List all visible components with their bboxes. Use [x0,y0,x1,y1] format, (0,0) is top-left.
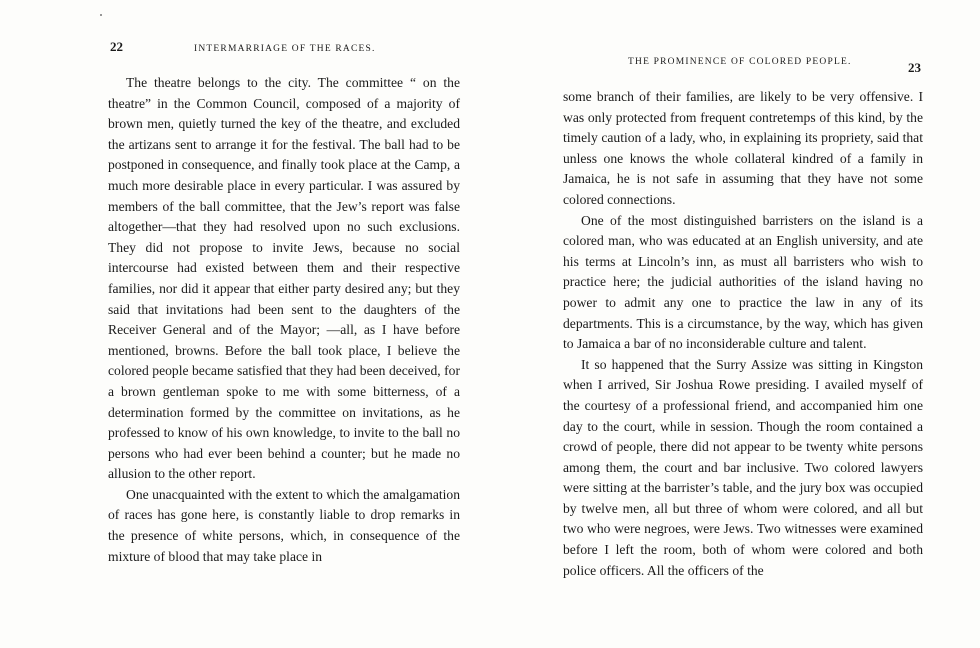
paragraph: It so happened that the Surry Assize was sitting in Kingston when I arrived, Sir Joshua Rowe presiding. I availed myself of the courtesy of a professional friend, and accompanied him one day to the court, while in session. Though the room contained a crowd of people, there did not appear to be twenty white persons among them, the court and bar inclusive. Two colored lawyers were sitting at the barrister’s table, and the jury box was occupied by twelve men, all but three of whom were colored, and all but two who were negroes, were Jews. Two witnesses were examined before I left the room, both of whom were colored and both police officers. All the officers of the [563,356,923,578]
page-number: 22 [110,39,123,54]
page-number: 23 [908,60,921,75]
paragraph: One of the most distinguished barristers on the island is a colored man, who was educated at an English university, and ate his terms at Lincoln’s inn, as must all barristers who wish to practice here; the judicial authorities of the island having no power to admit any one to practice the law in any of its departments. This is a circumstance, by the way, which has given to Jamaica a bar of no inconsiderable culture and talent. [563,212,923,352]
page-text [563,87,923,581]
running-head: THE PROMINENCE OF COLORED PEOPLE. [628,57,852,67]
paragraph: some branch of their families, are likely to be very offensive. I was only protected from frequent contretemps of this kind, by the timely caution of a lady, who, in explaining its propriety, said that unless one knows the whole collateral kindred of a family in Jamaica, he is not safe in assuming that they have not some colored connections. [563,89,923,207]
page-text [108,73,460,567]
paragraph: The theatre belongs to the city. The committee “ on the theatre” in the Common Council, composed of a majority of brown men, quietly turned the key of the theatre, and excluded the artizans sent to arrange it for the festival. The ball had to be postponed in consequence, and finally took place at the Camp, a much more desirable place in every particular. I was assured by members of the ball committee, that the Jew’s report was false altogether—that they had resolved upon no such exclusions. They did not propose to invite Jews, because no social intercourse had existed between them and their respective families, nor did it appear that either party desired any; but they said that invitations had been sent to the daughters of the Receiver General and of the Mayor; —all, as I have before mentioned, browns. Before the ball took place, I believe the colored people became satisfied that they had been deceived, for a brown gentleman spoke to me with some bitterness, of a determination formed by the committee on invitations, as he professed to know of his own knowledge, to invite to the ball no persons who had ever been behind a counter; but he made no allusion to the other report. [108,75,460,482]
right-page [490,0,980,648]
paragraph: One unacquainted with the extent to which the amalgamation of races has gone here, is constantly liable to drop remarks in the presence of white persons, which, in consequence of the mixture of blood that may take place in [108,486,460,564]
running-head: INTERMARRIAGE OF THE RACES. [194,44,376,54]
